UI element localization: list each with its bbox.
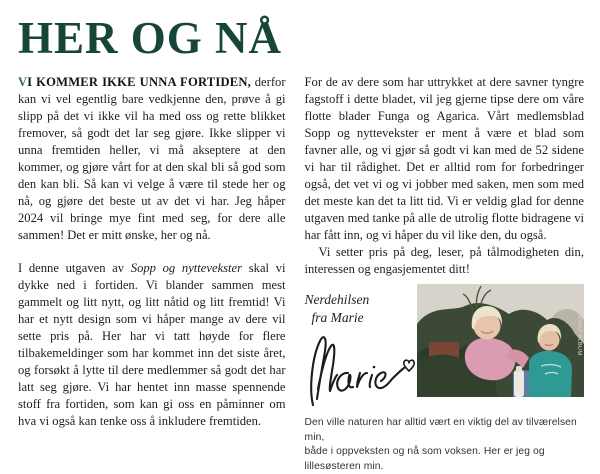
left-paragraph-1-body: derfor kan vi vel egentlig bare vedkjenne den, prøve å gi slipp på det vi ikke vil ha med oss og rette blikket fremover, så godt det lar seg gjøre. Ikke slipper vi unna fremtiden heller, vi må akseptere at den kommer, og gjøre vårt for at den skal bli så god som den kan bli. Så kan vi velge å være til stede her og nå, og gjøre det beste ut av det vi har. Jeg håper 2024 vil bringe mye fint med seg, for dere alle sammen! Det er mitt ønske, her og nå. [18,75,286,242]
closing-salutation [305,291,417,327]
closing-row [305,284,584,409]
signature-marie [305,329,423,409]
closing-block [305,284,417,409]
lead-initial: V [18,75,28,89]
photo-credit: FOTO: PRIVAT ALBUM [575,290,582,356]
photo-bottle-cap [516,366,522,372]
photo-caption-line-2: både i oppveksten og nå som voksen. Her er jeg og lillesøsteren min. [304,446,545,472]
two-column-layout [18,74,584,474]
page-title: HER OG NÅ [18,13,283,63]
signature-i-dot [372,366,375,369]
closing-line-2: fra Marie [311,310,364,325]
photo-caption-line-1: Den ville naturen har alltid vært en viktig del av tilværelsen min, [304,417,577,443]
signature-stroke-arie [337,368,404,391]
childhood-photo [417,284,584,397]
right-column [305,74,584,474]
magazine-name-italic: Sopp og nyttevekster [130,261,243,275]
left-column [18,74,286,474]
left-paragraph-1 [18,74,286,244]
left-paragraph-2-before: I denne utgaven av [18,261,131,275]
lead-phrase: I KOMMER IKKE UNNA FORTIDEN, [27,75,252,89]
closing-line-1: Nerdehilsen [304,292,370,307]
signature-stroke-m [311,337,337,405]
right-paragraph-1: For de av dere som har uttrykket at dere savner tyngre fagstoff i dette bladet, vil jeg gjerne tipse dere om våre flotte blader Funga og Agarica. Vårt medlemsblad Sopp og nyttevekster er ment å være et blad som favner alle, og vi gjør så godt vi kan med de 52 sidene vi har til rådighet. Det er alltid rom for forbedringer også, det vet vi og vi jobber med saken, men som med det meste kan det ta litt tid. Vi er veldig glad for denne utgaven med tanke på alle de utrolig flotte bidragene vi har fått inn, og vi håper du vil like den, du også. [304,75,584,242]
photo-teal-sweater [529,351,572,397]
photo-bottle [514,370,524,397]
left-paragraph-2 [18,260,286,430]
right-paragraph-2: Vi setter pris på deg, leser, på tålmodigheten din, interessen og engasjementet ditt! [304,245,584,276]
photo-illustration [417,284,584,397]
left-paragraph-2-after: skal vi dykke ned i fortiden. Vi blander sammen mest gammelt og litt nytt, og litt nåtid og litt fremtid! Vi har et nytt design som vi håper mange av dere vil sette pris på. Her har vi tatt høyde for flere tilbakemeldinger som har kommet inn det siste året, og forsøkt å lytte til dere medlemmer så godt det har latt seg gjøre. Vi har hentet inn masse spennende stoff fra fortiden, som kan gi oss en påminner om hva vi også kan tenke oss å inkludere fremtiden. [18,261,286,428]
photo-caption [305,416,584,474]
heart-icon [403,360,413,371]
